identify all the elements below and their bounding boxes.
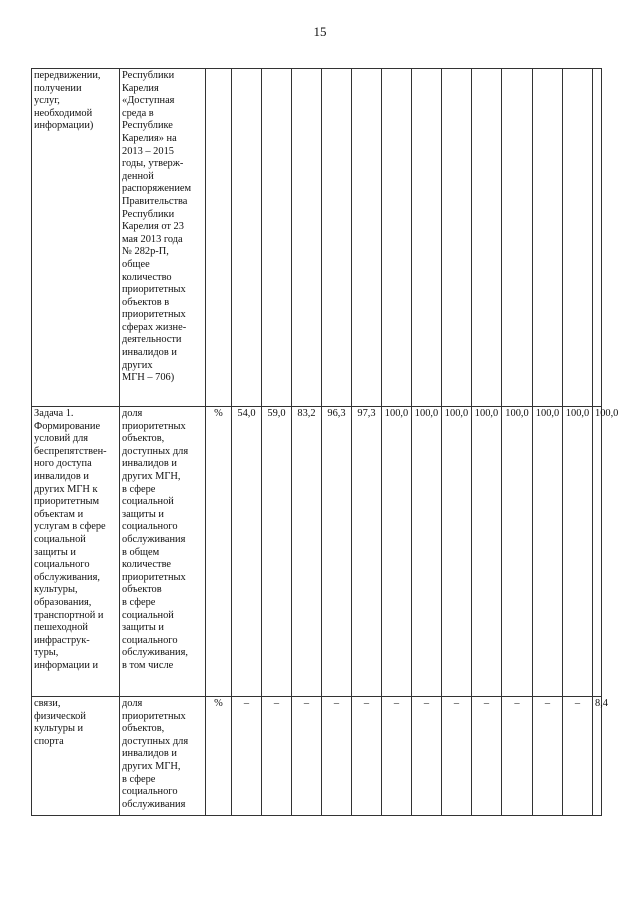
- indicator-cell: доля приоритетных объектов, доступных для инвалидов и других МГН, в сфере социальной защиты и социального обслуживания в общем количестве приоритетных объектов в сфере социальной защиты и социального обслуживания, в том числе: [120, 407, 206, 697]
- table-row: [32, 69, 602, 407]
- value-cell: [412, 69, 442, 407]
- unit-cell: [206, 69, 232, 407]
- value-cell: –: [412, 697, 442, 816]
- value-cell: 100,0: [563, 407, 593, 697]
- value-cell: 100,0: [382, 407, 412, 697]
- task-cell: связи, физической культуры и спорта: [32, 697, 120, 816]
- value-cell: –: [292, 697, 322, 816]
- value-cell: [322, 69, 352, 407]
- unit-cell: %: [206, 697, 232, 816]
- value-cell: [502, 69, 533, 407]
- indicators-table: [31, 68, 619, 816]
- table-row: [32, 697, 602, 816]
- indicator-cell: доля приоритетных объектов, доступных для инвалидов и других МГН, в сфере социального обслуживания: [120, 697, 206, 816]
- value-cell: 59,0: [262, 407, 292, 697]
- value-cell: [232, 69, 262, 407]
- value-cell: –: [533, 697, 563, 816]
- value-cell: 100,0: [442, 407, 472, 697]
- value-cell: 54,0: [232, 407, 262, 697]
- value-cell: –: [502, 697, 533, 816]
- value-cell: [593, 69, 602, 407]
- value-cell: [442, 69, 472, 407]
- task-cell: передвижении, получении услуг, необходимой информации): [32, 69, 120, 407]
- value-cell: 8,4: [593, 697, 602, 816]
- value-cell: 100,0: [472, 407, 502, 697]
- value-cell: [472, 69, 502, 407]
- value-cell: 83,2: [292, 407, 322, 697]
- value-cell: –: [563, 697, 593, 816]
- value-cell: [533, 69, 563, 407]
- value-cell: [382, 69, 412, 407]
- unit-cell: %: [206, 407, 232, 697]
- page-number: 15: [313, 24, 327, 39]
- value-cell: 97,3: [352, 407, 382, 697]
- value-cell: 96,3: [322, 407, 352, 697]
- value-cell: 100,0: [533, 407, 563, 697]
- task-cell: Задача 1. Формирование условий для беспрепятствен- ного доступа инвалидов и других МГН к приоритетным объектам и услугам в сфере социальной защиты и социального обслуживания, культуры, образования, транспортной и пешеходной инфраструк- туры, информации и: [32, 407, 120, 697]
- value-cell: –: [262, 697, 292, 816]
- value-cell: –: [472, 697, 502, 816]
- value-cell: [262, 69, 292, 407]
- value-cell: –: [322, 697, 352, 816]
- value-cell: [292, 69, 322, 407]
- value-cell: 100,0: [412, 407, 442, 697]
- indicator-cell: Республики Карелия «Доступная среда в Республике Карелия» на 2013 – 2015 годы, утверж- денной распоряжением Правительства Республики Карелия от 23 мая 2013 года № 282р-П, общее количество приоритетных объектов в приоритетных сферах жизне- деятельности инвалидов и других МГН – 706): [120, 69, 206, 407]
- value-cell: 100,0: [593, 407, 602, 697]
- value-cell: –: [352, 697, 382, 816]
- value-cell: –: [382, 697, 412, 816]
- value-cell: –: [442, 697, 472, 816]
- value-cell: –: [232, 697, 262, 816]
- value-cell: 100,0: [502, 407, 533, 697]
- table-row: [32, 407, 602, 697]
- value-cell: [563, 69, 593, 407]
- value-cell: [352, 69, 382, 407]
